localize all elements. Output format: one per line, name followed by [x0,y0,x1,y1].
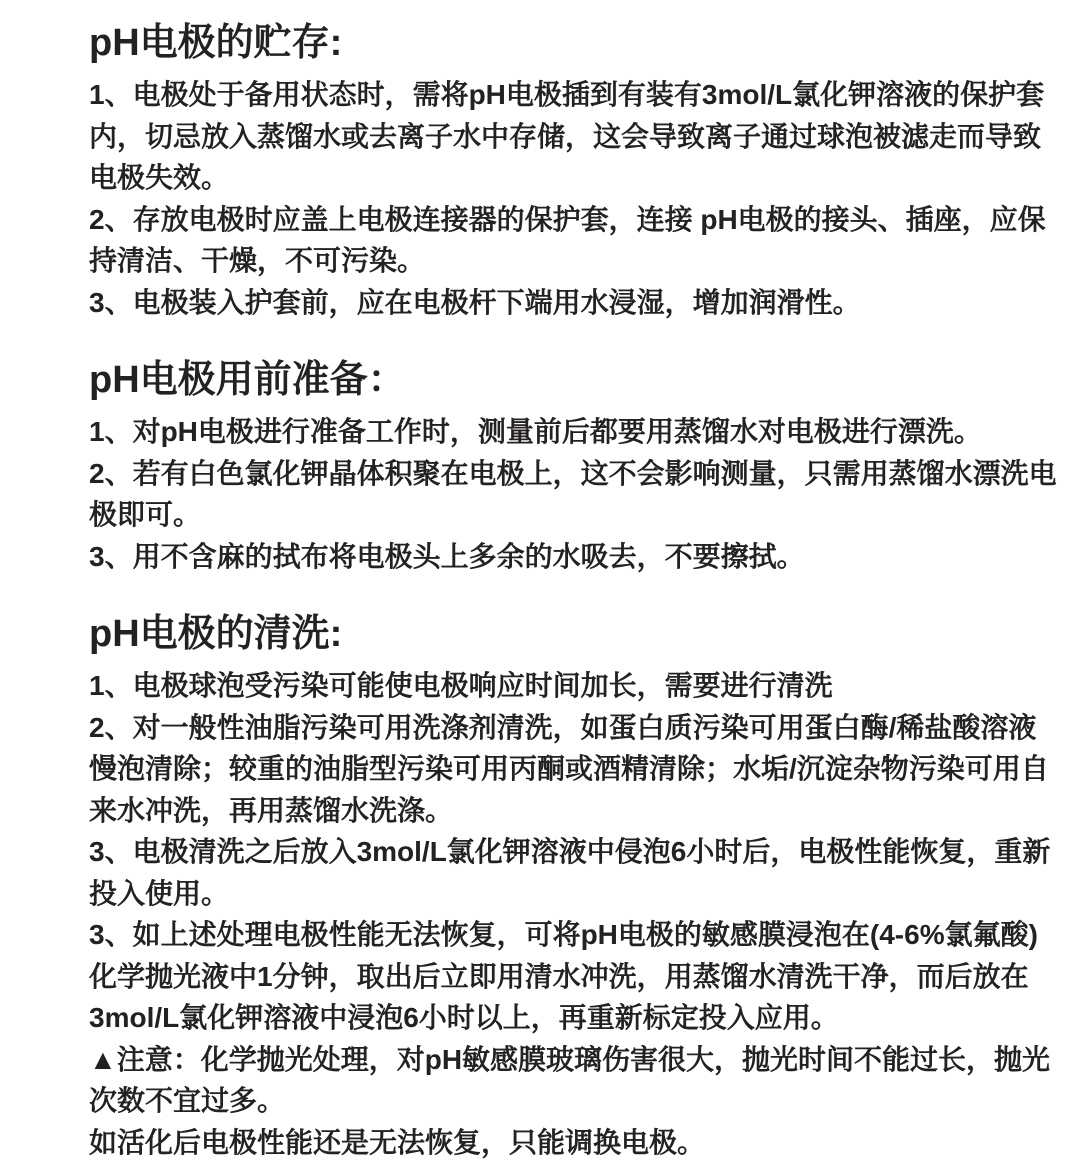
text-line: 1、电极处于备用状态时，需将pH电极插到有装有3mol/L氯化钾溶液的保护套 [89,79,1045,110]
text-line: 3mol/L氯化钾溶液中浸泡6小时以上，再重新标定投入应用。 [89,1002,839,1033]
content-section [89,357,1057,577]
text-line: 1、对pH电极进行准备工作时，测量前后都要用蒸馏水对电极进行漂洗。 [89,416,982,447]
text-line: 慢泡清除；较重的油脂型污染可用丙酮或酒精清除；水垢/沉淀杂物污染可用自 [89,753,1049,784]
text-line: 3、如上述处理电极性能无法恢复，可将pH电极的敏感膜浸泡在(4-6%氯氟酸) [89,919,1038,950]
text-line: 3、用不含麻的拭布将电极头上多余的水吸去，不要擦拭。 [89,540,805,572]
content-section [89,20,1044,323]
text-line: 化学抛光液中1分钟，取出后立即用清水冲洗，用蒸馏水清洗干净，而后放在 [89,960,1029,992]
text-line: 次数不宜过多。 [89,1085,286,1116]
text-line: 电极失效。 [89,162,230,193]
section-heading: pH电极用前准备： [89,359,406,401]
text-line: 投入使用。 [89,877,230,909]
text-line: ▲注意：化学抛光处理，对pH敏感膜玻璃伤害很大，抛光时间不能过长，抛光 [89,1043,1051,1075]
text-line: 1、电极球泡受污染可能使电极响应时间加长，需要进行清洗 [89,670,833,701]
text-line: 极即可。 [89,499,202,530]
text-line: 3、电极清洗之后放入3mol/L氯化钾溶液中侵泡6小时后，电极性能恢复，重新 [89,836,1051,867]
text-line: 2、存放电极时应盖上电极连接器的保护套，连接 pH电极的接头、插座，应保 [89,203,1046,235]
text-line: 来水冲洗，再用蒸馏水洗涤。 [89,794,454,826]
text-line: 2、对一般性油脂污染可用洗涤剂清洗，如蛋白质污染可用蛋白酶/稀盐酸溶液 [89,711,1037,743]
text-line: 内，切忌放入蒸馏水或去离子水中存储，这会导致离子通过球泡被滤走而导致 [89,120,1042,152]
text-line: 2、若有白色氯化钾晶体积聚在电极上，这不会影响测量，只需用蒸馏水漂洗电 [89,457,1057,489]
text-line: 持清洁、干燥，不可污染。 [89,245,426,276]
section-heading: pH电极的清洗: [89,613,343,655]
text-line: 如活化后电极性能还是无法恢复，只能调换电极。 [89,1126,706,1158]
text-line: 3、电极装入护套前，应在电极杆下端用水浸湿，增加润滑性。 [89,286,861,318]
content-section [89,611,1051,1163]
section-heading: pH电极的贮存: [89,22,343,64]
